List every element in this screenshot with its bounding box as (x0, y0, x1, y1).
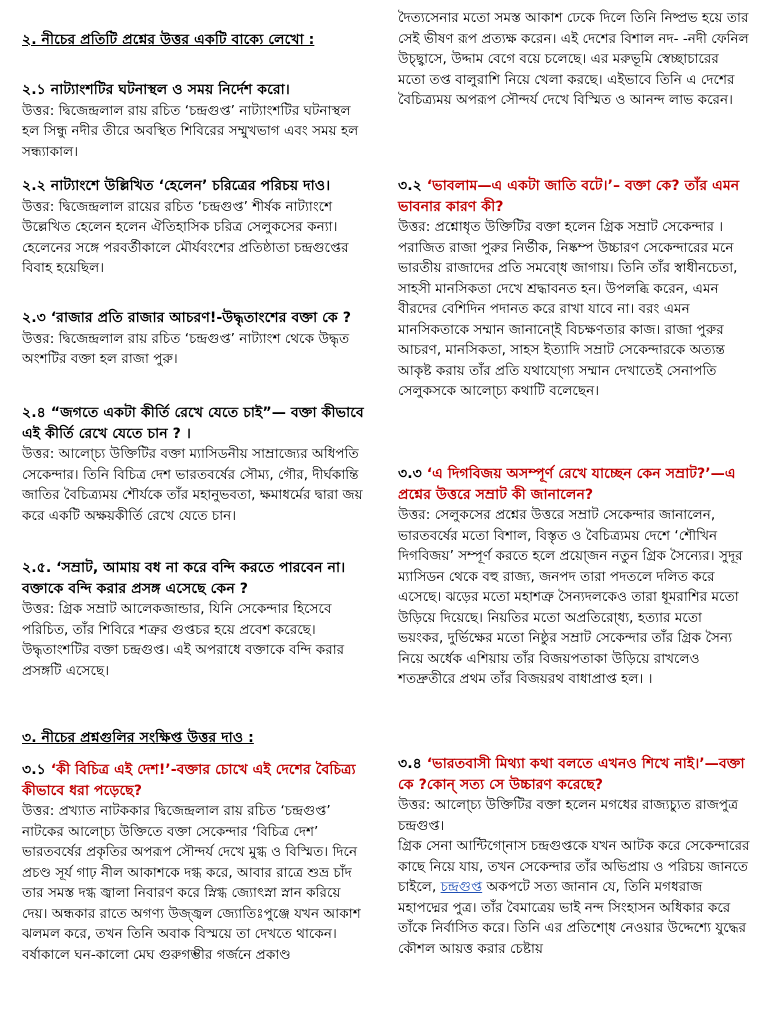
question-3-1 (22, 760, 368, 965)
question-2-4 (22, 403, 368, 526)
question-3-3 (398, 464, 750, 690)
question-2-1 (22, 80, 368, 162)
question-3-4-answer-body (398, 836, 750, 959)
question-3-1-title (22, 760, 368, 801)
question-2-4-title: ২.৪ “জগতে একটা কীর্তি রেখে যেতে চাই”— বক্তা কীভাবে এই কীর্তি রেখে যেতে চান ? । (22, 405, 364, 442)
question-3-4 (398, 754, 750, 959)
question-3-4-answer-post: অকপটে সত্য জানান যে, তিনি মগধরাজ মহাপদ্মের পুত্র। তাঁর বৈমাত্রেয় ভাই নন্দ সিংহাসন অধিকার করে তাঁকে নির্বাসিত করে। তিনি এর প্রতিশাে্ধ নেওয়ার উদ্দেশ্যে যুদ্ধের কৌশল আয়ত্ত করার চেষ্টায় (398, 879, 747, 957)
question-3-4-title (398, 754, 750, 795)
question-3-1-answer-continued: দৈত্যসেনার মতাে সমস্ত আকাশ ঢেকে দিলে তিনি নিষ্প্রভ হয়ে তার সেই ভীষণ রূপ প্রত্যক্ষ করেন। এই দেশের বিশাল নদ- -নদী ফেনিল উচ্ছ্বাসে, উদ্দাম বেগে বয়ে চলেছে। এর মরুভূমি স্বেচ্ছাচারের মতাে তপ্ত বালুরাশি নিয়ে খেলা করছে। এইভাবে তিনি এ দেশের বৈচিত্র্যময় অপরূপ সৌন্দর্য দেখে বিস্মিত ও আনন্দ লাভ করেন। (398, 10, 749, 108)
question-3-2-answer-body: পরাজিত রাজা পুরুর নির্ভীক, নিষ্কম্প উচ্চারণ সেকেন্দারের মনে ভারতীয় রাজাদের প্রতি সমবাে্ধ জাগায়। তিনি তাঁর স্বাধীনচেতা, সাহসী মানসিকতা দেখে শ্রদ্ধাবনত হন। উপলব্ধি করেন, এমন বীরদের বেশিদিন পদানত করে রাখা যাবে না। বরং এমন মানসিকতাকে সম্মান জানানাে্ই বিচক্ষণতার কাজ। রাজা পুরুর আচরণ, মানসিকতা, সাহস ইত্যাদি সম্রাট সেকেন্দারকে অত্যন্ত আকৃষ্ট করায় তাঁর প্রতি যথাযাে্গ্য সম্মান দেখাতেই সেনাপতি সেলুকসকে আলাে্চ্য কথাটি বলেছেন। (398, 239, 738, 399)
section-3-heading: ৩. নীচের প্রশ্নগুলির সংক্ষিপ্ত উত্তর দাও : (22, 730, 254, 746)
question-2-5-title: ২.৫. ‘সম্রাট, আমায় বধ না করে বন্দি করতে পারবেন না। বক্তাকে বন্দি করার প্রসঙ্গ এসেছে কেন ? (22, 560, 346, 597)
section-3 (22, 728, 368, 749)
question-2-3 (22, 308, 368, 370)
question-3-4-text: ‘ভারতবাসী মিথ্যা কথা বলতে এখনও শিখে নাই।’—বক্তা কে ?কোন্ সত্য সে উচ্চারণ করেছে? (398, 756, 745, 793)
question-3-3-number: ৩.৩ (398, 466, 422, 482)
question-2-1-answer: উত্তর: দ্বিজেন্দ্রলাল রায় রচিত ‘চন্দ্রগুপ্ত’ নাট্যাংশটির ঘটনাস্থল হল সিন্ধু নদীর তীরে অবস্থিত শিবিরের সম্মুখভাগ এবং সময় হল সন্ধ্যাকাল। (22, 102, 359, 160)
section-2 (22, 30, 368, 51)
question-3-2 (398, 176, 750, 402)
question-3-2-title (398, 176, 750, 217)
question-2-5-answer: উত্তর: গ্রিক সম্রাট আলেকজান্ডার, যিনি সেকেন্দার হিসেবে পরিচিত, তাঁর শিবিরে শত্রুর গুপ্তচর হয়ে প্রবেশ করেছে। উদ্ধৃতাংশটির বক্তা চন্দ্রগুপ্ত। এই অপরাধে বক্তাকে বন্দি করার প্রসঙ্গটি এসেছে। (22, 601, 345, 679)
question-3-1-number: ৩.১ (22, 762, 46, 778)
question-3-2-number: ৩.২ (398, 178, 422, 194)
question-3-1-continued (398, 8, 750, 111)
question-3-3-title (398, 464, 750, 505)
question-2-1-title: ২.১ নাট্যাংশটির ঘটনাস্থল ও সময় নির্দেশ করাে। (22, 82, 290, 98)
question-2-3-answer: উত্তর: দ্বিজেন্দ্রলাল রায় রচিত ‘চন্দ্রগুপ্ত’ নাট্যাংশ থেকে উদ্ধৃত অংশটির বক্তা হল রাজা পুরু। (22, 330, 350, 367)
question-3-4-number: ৩.৪ (398, 756, 422, 772)
question-3-3-text: ‘এ দিগবিজয় অসম্পূর্ণ রেখে যাচ্ছেন কেন সম্রাট?’—এ প্রশ্নের উত্তরে সম্রাট কী জানালেন? (398, 466, 736, 503)
question-3-2-answer-intro: উত্তর: প্রশ্নোধৃত উক্তিটির বক্তা হলেন গ্রিক সম্রাট সেকেন্দার । (398, 219, 724, 235)
chandragupta-link[interactable]: চন্দ্রগুপ্ত (440, 879, 483, 895)
question-2-2-title: ২.২ নাট্যাংশে উল্লিখিত ‘হেলেন’ চরিত্রের পরিচয় দাও। (22, 178, 331, 194)
question-2-5 (22, 558, 368, 681)
question-3-1-text: ‘কী বিচিত্র এই দেশ!’-বক্তার চোখে এই দেশের বৈচিত্র্য কীভাবে ধরা পড়েছে? (22, 762, 356, 799)
question-3-1-answer: উত্তর: প্রখ্যাত নাটককার দ্বিজেন্দ্রলাল রায় রচিত ‘চন্দ্রগুপ্ত’ নাটকের আলাে্চ্য উক্তিতে বক্তা সেকেন্দার ‘বিচিত্র দেশ’ ভারতবর্ষের প্রকৃতির অপরূপ সৌন্দর্য দেখে মুগ্ধ ও বিস্মিত। দিনে প্রচণ্ড সূর্য গাঢ় নীল আকাশকে দগ্ধ করে, আবার রাত্রে শুভ্র চাঁদ তার সমস্ত দগ্ধ জ্বালা নিবারণ করে স্নিগ্ধ জ্যোৎস্না স্নান করিয়ে দেয়। অন্ধকার রাতে অগণ্য উজ্জ্বল জ্যোতিঃপুঞ্জে যখন আকাশ ঝলমল করে, তখন তিনি অবাক বিস্ময়ে তা দেখতে থাকেন। বর্ষাকালে ঘন-কালাে মেঘ গুরুগম্ভীর গর্জনে প্রকাণ্ড (22, 803, 361, 963)
question-3-3-answer: উত্তর: সেলুকসের প্রশ্নের উত্তরে সম্রাট সেকেন্দার জানালেন, ভারতবর্ষের মতাে বিশাল, বিস্তৃত ও বৈচিত্র্যময় দেশে ‘শৌখিন দিগবিজয়’ সম্পূর্ণ করতে হলে প্রয়াে্জন নতুন গ্রিক সৈন্যের। সুদূর ম্যাসিডন থেকে বহু রাজ্য, জনপদ তারা পদতলে দলিত করে এসেছে। ঝড়ের মতাে মহাশত্রু সৈন্যদলকেও তারা ধূমরাশির মতাে উড়িয়ে দিয়েছে। নিয়তির মতাে অপ্রতিরাে্ধ্য, হত্যার মতাে ভয়ংকর, দুর্ভিক্ষের মতাে নিষ্ঠুর সম্রাট সেকেন্দার তাঁর গ্রিক সৈন্য নিয়ে অর্ধেক এশিয়ায় তাঁর বিজয়পতাকা উড়িয়ে রাখলেও শতদ্রুতীরে প্রথম তাঁর বিজয়রথ বাধাপ্রাপ্ত হল। । (398, 507, 743, 687)
question-2-4-answer: উত্তর: আলাে্চ্য উক্তিটির বক্তা ম্যাসিডনীয় সাম্রাজ্যের অধিপতি সেকেন্দার। তিনি বিচিত্র দেশ ভারতবর্ষের সৌম্য, গৌর, দীর্ঘকান্তি জাতির বৈচিত্র্যময় শৌর্যকে তাঁর মহানুভবতা, ক্ষমাধর্মের দ্বারা জয় করে একটি অক্ষয়কীর্তি রেখে যেতে চান। (22, 446, 363, 524)
question-2-2 (22, 176, 368, 279)
question-3-4-answer-pre: গ্রিক সেনা আন্টিগাে্নাস চন্দ্রগুপ্তকে যখন আটক করে সেকেন্দারের কাছে নিয়ে যায়, তখন সেকেন্দার তাঁর অভিপ্রায় ও পরিচয় জানতে চাইলে, (398, 838, 750, 895)
section-2-heading: ২. নীচের প্রতিটি প্রশ্নের উত্তর একটি বাক্যে লেখাে : (22, 32, 315, 48)
question-3-4-answer-intro: উত্তর: আলাে্চ্য উক্তিটির বক্তা হলেন মগধের রাজ্যচ্যুত রাজপুত্র চন্দ্রগুপ্ত। (398, 797, 739, 834)
question-2-3-title: ২.৩ ‘রাজার প্রতি রাজার আচরণ!-উদ্ধৃতাংশের বক্তা কে ? (22, 310, 352, 326)
question-2-2-answer: উত্তর: দ্বিজেন্দ্রলাল রায়ের রচিত ‘চন্দ্রগুপ্ত’ শীর্ষক নাট্যাংশে উল্লেখিত হেলেন হলেন ঐতিহাসিক চরিত্র সেলুকসের কন্যা। হেলেনের সঙ্গে পরবর্তীকালে মৌর্যবংশের প্রতিষ্ঠাতা চন্দ্রগুপ্তের বিবাহ হয়েছিল। (22, 198, 349, 276)
question-3-2-text: ‘ভাবলাম—এ একটা জাতি বটে।’– বক্তা কে? তাঁর এমন ভাবনার কারণ কী? (398, 178, 740, 215)
